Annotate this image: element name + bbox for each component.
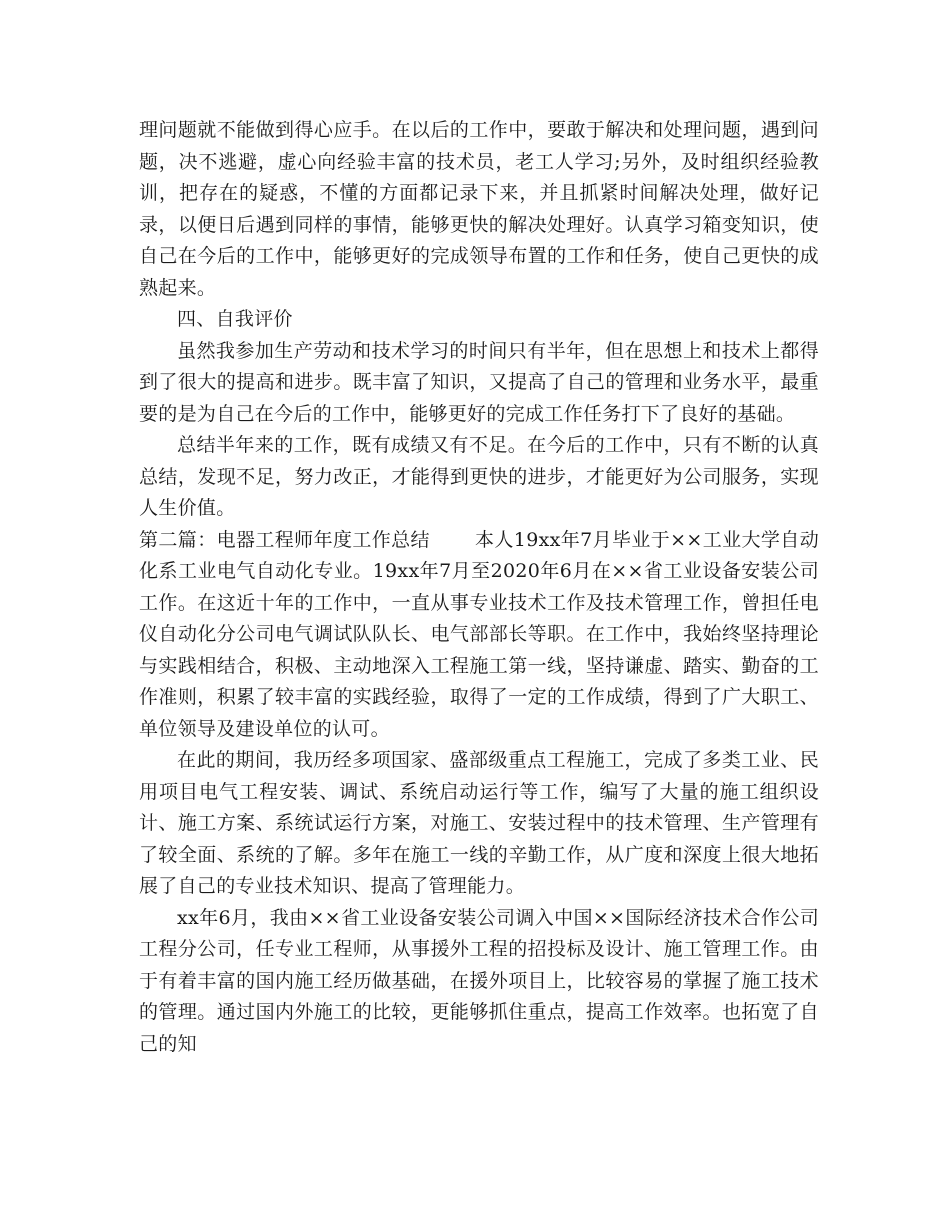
paragraph-part-two bbox=[139, 525, 819, 746]
paragraph-continuation: 理问题就不能做到得心应手。在以后的工作中，要敢于解决和处理问题，遇到问题，决不逃避，虚心向经验丰富的技术员，老工人学习;另外，及时组织经验教训，把存在的疑惑，不懂的方面都记录下来，并且抓紧时间解决处理，做好记录，以便日后遇到同样的事情，能够更快的解决处理好。认真学习箱变知识，使自己在今后的工作中，能够更好的完成领导布置的工作和任务，使自己更快的成熟起来。 bbox=[139, 119, 819, 299]
part-two-title: 第二篇：电器工程师年度工作总结 bbox=[139, 528, 430, 551]
document-body bbox=[139, 115, 819, 1060]
paragraph-self-evaluation: 虽然我参加生产劳动和技术学习的时间只有半年，但在思想上和技术上都得到了很大的提高和进步。既丰富了知识，又提高了自己的管理和业务水平，最重要的是为自己在今后的工作中，能够更好的完成工作任务打下了良好的基础。 bbox=[139, 339, 819, 425]
part-two-intro-text: 本人19xx年7月毕业于××工业大学自动化系工业电气自动化专业。19xx年7月至2020年6月在××省工业设备安装公司工作。在这近十年的工作中，一直从事专业技术工作及技术管理工作，曾担任电仪自动化分公司电气调试队队长、电气部部长等职。在工作中，我始终坚持理论与实践相结合，积极、主动地深入工程施工第一线，坚持谦虚、踏实、勤奋的工作准则，积累了较丰富的实践经验，取得了一定的工作成绩，得到了广大职工、单位领导及建设单位的认可。 bbox=[139, 528, 819, 740]
paragraph-projects: 在此的期间，我历经多项国家、盛部级重点工程施工，完成了多类工业、民用项目电气工程安装、调试、系统启动运行等工作，编写了大量的施工组织设计、施工方案、系统试运行方案，对施工、安装过程中的技术管理、生产管理有了较全面、系统的了解。多年在施工一线的辛勤工作，从广度和深度上很大地拓展了自己的专业技术知识、提高了管理能力。 bbox=[139, 749, 819, 897]
section-heading-self-evaluation: 四、自我评价 bbox=[177, 308, 293, 330]
paragraph-summary: 总结半年来的工作，既有成绩又有不足。在今后的工作中，只有不断的认真总结，发现不足，努力改正，才能得到更快的进步，才能更好为公司服务，实现人生价值。 bbox=[139, 434, 819, 519]
paragraph-transfer: xx年6月，我由××省工业设备安装公司调入中国××国际经济技术合作公司工程分公司，任专业工程师，从事援外工程的招投标及设计、施工管理工作。由于有着丰富的国内施工经历做基础，在援外项目上，比较容易的掌握了施工技术的管理。通过国内外施工的比较，更能够抓住重点，提高工作效率。也拓宽了自己的知 bbox=[139, 906, 819, 1055]
